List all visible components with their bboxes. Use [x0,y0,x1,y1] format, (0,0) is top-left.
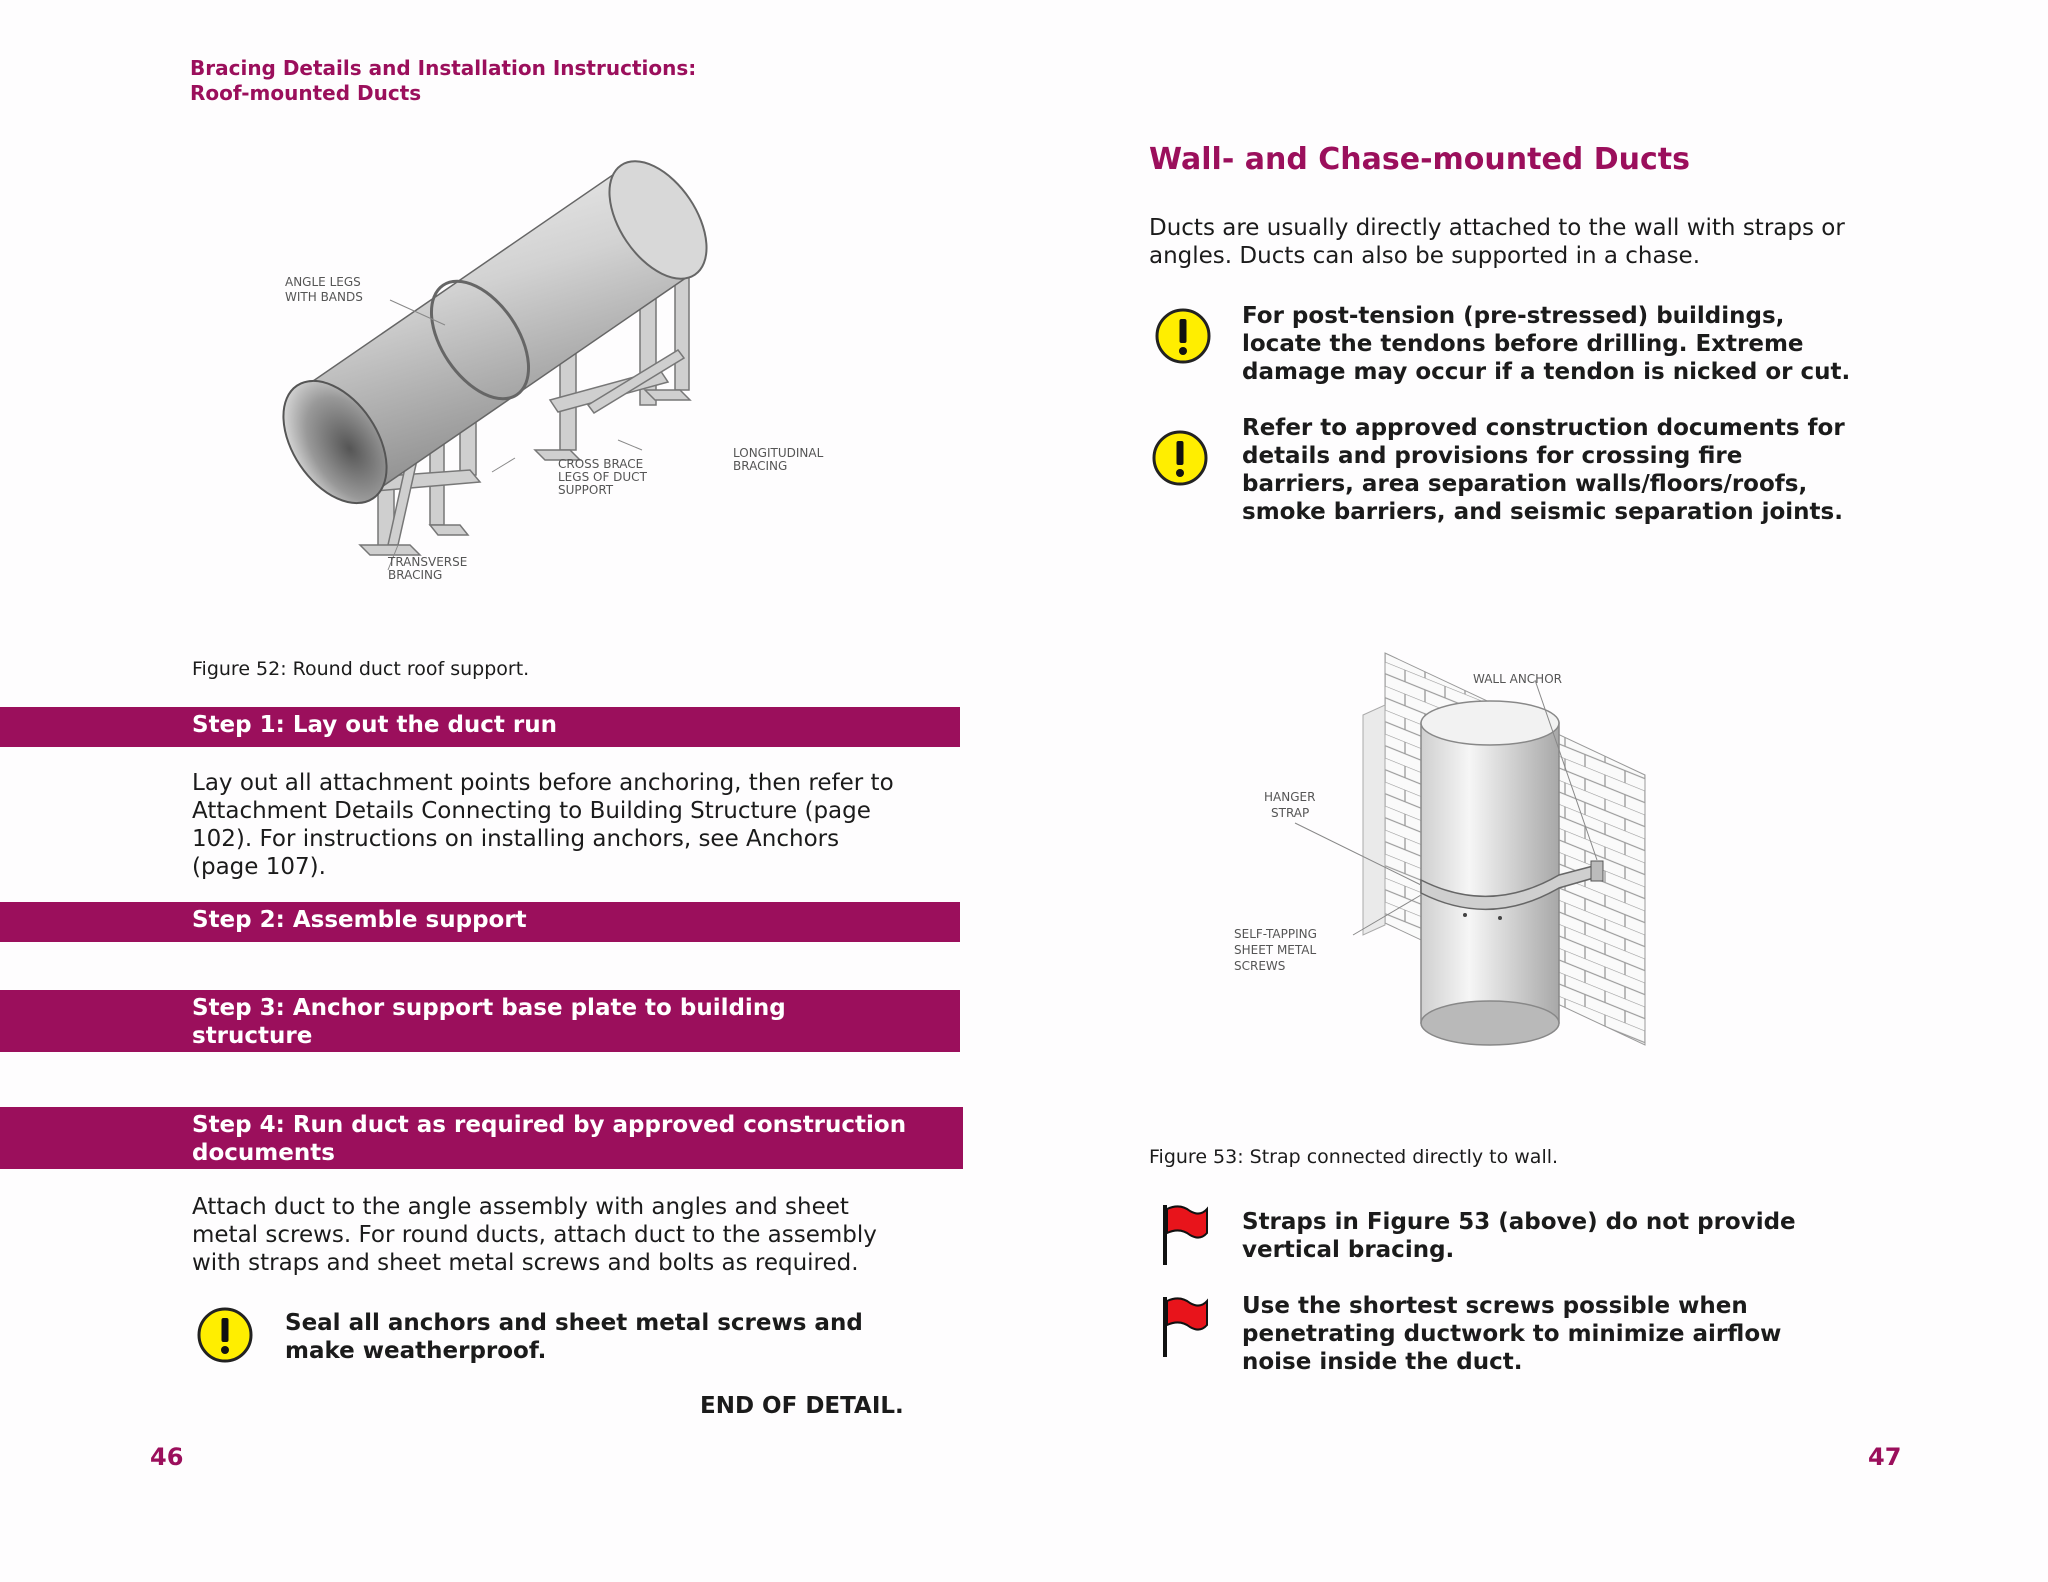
step-1-heading: Step 1: Lay out the duct run [0,707,960,747]
label-hanger-2: STRAP [1271,806,1310,820]
warning-icon [1151,429,1209,487]
label-transverse-1: TRANSVERSE [388,555,468,569]
figure-53-illustration [1225,645,1660,1055]
warning-seal-text [285,1309,863,1365]
label-angle-legs-2: WITH BANDS [285,290,363,304]
step-1-line: Lay out all attachment points before anchoring, then refer to [192,770,894,796]
flag-note-vertical-bracing [1242,1208,1796,1264]
warning-icon [1154,307,1212,365]
flag2-line: noise inside the duct. [1242,1349,1523,1375]
warning1-line: damage may occur if a tendon is nicked or cut. [1242,359,1851,385]
step-1-line: (page 107). [192,854,326,880]
red-flag-icon [1160,1295,1210,1359]
running-head-line1: Bracing Details and Installation Instructions: [190,56,697,80]
warning-seal-line2: make weatherproof. [285,1338,547,1364]
label-self-tapping-1: SELF-TAPPING [1234,927,1317,941]
flag1-line2: vertical bracing. [1242,1237,1455,1263]
step-2-heading: Step 2: Assemble support [0,902,960,942]
flag2-line: penetrating ductwork to minimize airflow [1242,1321,1782,1347]
warning1-line: locate the tendons before drilling. Extreme [1242,331,1804,357]
flag2-line: Use the shortest screws possible when [1242,1293,1748,1319]
running-head [190,56,696,106]
label-cross-brace-3: SUPPORT [558,483,614,497]
label-wall-anchor: WALL ANCHOR [1473,672,1562,686]
intro-text [1149,214,1845,270]
intro-line1: Ducts are usually directly attached to the wall with straps or [1149,215,1845,241]
figure-53-caption: Figure 53: Strap connected directly to wall. [1149,1146,1559,1168]
step-1-body [192,769,894,881]
flag1-line1: Straps in Figure 53 (above) do not provide [1242,1209,1796,1235]
step-1-line: 102). For instructions on installing anchors, see Anchors [192,826,840,852]
label-cross-brace-1: CROSS BRACE [558,457,644,471]
warning-post-tension-text [1242,302,1850,386]
flag-note-shortest-screws [1242,1292,1781,1376]
warning-seal-line1: Seal all anchors and sheet metal screws and [285,1310,863,1336]
figure-52-illustration [270,150,850,590]
step-3-heading-line1: Step 3: Anchor support base plate to building [192,995,786,1021]
step-4-heading-line1: Step 4: Run duct as required by approved construction [192,1112,907,1138]
step-4-line: metal screws. For round ducts, attach duct to the assembly [192,1222,877,1248]
step-4-line: Attach duct to the angle assembly with angles and sheet [192,1194,849,1220]
label-cross-brace-2: LEGS OF DUCT [558,470,647,484]
warning-construction-docs-text [1242,414,1845,526]
warning2-line: details and provisions for crossing fire [1242,443,1743,469]
section-title: Wall- and Chase-mounted Ducts [1149,142,1690,177]
page-number-right: 47 [1868,1443,1902,1471]
step-4-body [192,1193,877,1277]
warning1-line: For post-tension (pre-stressed) buildings, [1242,303,1785,329]
label-longitudinal-1: LONGITUDINAL [733,446,824,460]
warning2-line: Refer to approved construction documents for [1242,415,1845,441]
page-number-left: 46 [150,1443,184,1471]
intro-line2: angles. Ducts can also be supported in a chase. [1149,243,1701,269]
label-angle-legs-1: ANGLE LEGS [285,275,361,289]
warning-icon [196,1306,254,1364]
step-1-line: Attachment Details Connecting to Building Structure (page [192,798,871,824]
label-self-tapping-3: SCREWS [1234,959,1286,973]
label-longitudinal-2: BRACING [733,459,788,473]
label-transverse-2: BRACING [388,568,443,582]
label-self-tapping-2: SHEET METAL [1234,943,1317,957]
warning2-line: barriers, area separation walls/floors/roofs, [1242,471,1808,497]
step-4-line: with straps and sheet metal screws and bolts as required. [192,1250,859,1276]
figure-52-caption: Figure 52: Round duct roof support. [192,658,530,680]
running-head-line2: Roof-mounted Ducts [190,81,422,105]
label-hanger-1: HANGER [1264,790,1316,804]
step-4-heading [0,1107,963,1169]
warning2-line: smoke barriers, and seismic separation joints. [1242,499,1843,525]
step-3-heading [0,990,960,1052]
end-of-detail: END OF DETAIL. [700,1393,904,1419]
step-3-heading-line2: structure [192,1023,313,1049]
red-flag-icon [1160,1203,1210,1267]
step-4-heading-line2: documents [192,1140,335,1166]
